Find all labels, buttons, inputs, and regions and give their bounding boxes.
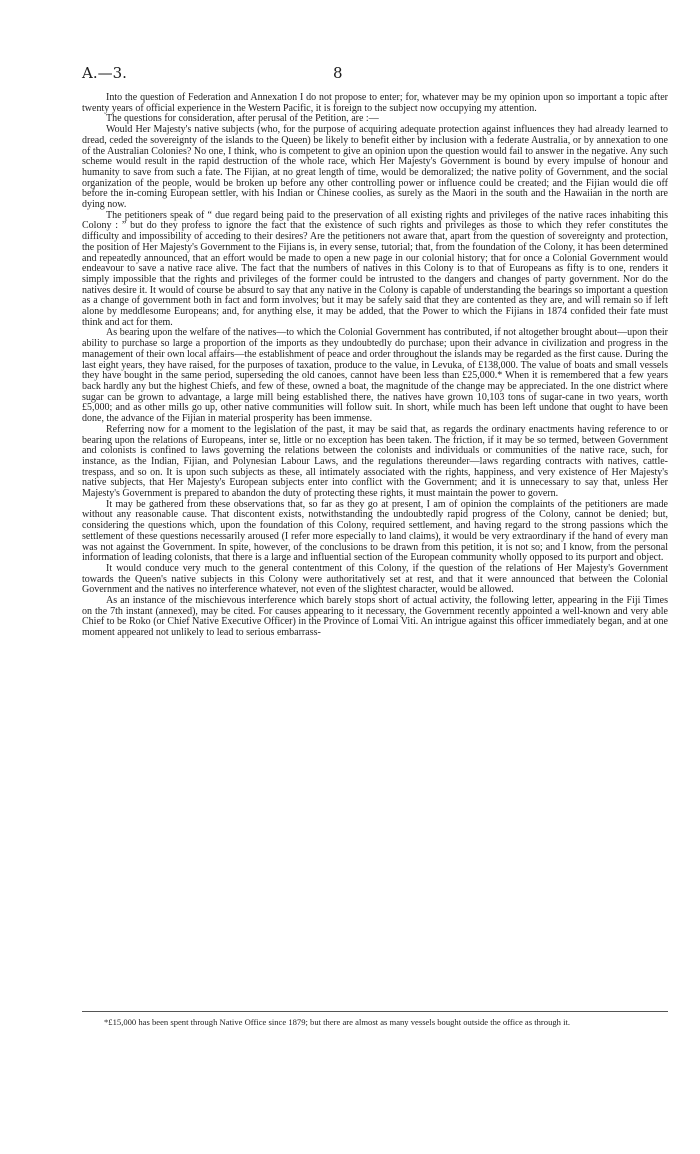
footnote-divider [82,1011,668,1012]
paragraph-legislation: Referring now for a moment to the legislation of the past, it may be said that, as regards the ordinary enactments having reference to or bearing upon the relations of Europeans, inter se, little or no exception has been taken. The friction, if it may be so termed, between Government and colonists is confined to laws governing the relations between the colonists and individuals or communities of the native race, such, for instance, as the Indian, Fijian, and Polynesian Labour Laws, and the regulations thereunder—laws regarding contracts with natives, cattle-trespass, and so on. It is upon such subjects as these, all intimately associated with the rights, happiness, and very existence of Her Majesty's native subjects, that Her Majesty's European subjects enter into conflict with the Government; and it is unnecessary to say that, unless Her Majesty's Government is prepared to abandon the duty of protecting these rights, it must maintain the power to govern. [82,423,668,500]
paragraph-contentment: It would conduce very much to the general contentment of this Colony, if the question of the relations of Her Majesty's Government towards the Queen's native subjects in this Colony were authoritatively set at rest, and that it were announced that between the Colonial Government and the natives no interference whatever, not even of the slightest character, would be allowed. [82,562,668,596]
paragraph-questions: The questions for consideration, after perusal of the Petition, are :— [106,113,379,125]
paragraph-federation: Into the question of Federation and Annexation I do not propose to enter; for, whatever may be my opinion upon so important a topic after twenty years of official experience in the Western Pacific, it is foreign to the subject now occupying my attention. [82,92,668,114]
footnote: *£15,000 has been spent through Native Office since 1879; but there are almost as many vessels bought outside the office as through it. [104,1017,571,1027]
paper-reference: A.—3. [82,64,127,82]
paragraph-welfare: As bearing upon the welfare of the natives—to which the Colonial Government has contributed, if not altogether brought about—upon their ability to purchase so large a proportion of the imports as they undoubtedly do purchase; upon their advance in civilization and progress in the management of their own local affairs—the establishment of peace and order throughout the islands may be regarded as the first cause. During the last eight years, they have raised, for the purposes of taxation, produce to the value, in Levuka, of £138,000. The value of boats and small vessels they have bought in the same period, superseding the old canoes, cannot have been less than £25,000.* When it is remembered that a few years back hardly any but the highest Chiefs, and few of these, owned a boat, the magnitude of the change may be appreciated. In the one district where sugar can be grown to advantage, a large mill being established there, the natives have grown 10,103 tons of sugar-cane in two years, worth £5,000; and as other mills go up, other native communities will follow suit. In short, while much has been left undone that ought to have been done, the advance of the Fijian in material prosperity has been immense. [82,327,669,425]
paragraph-complaints: It may be gathered from these observations that, so far as they go at present, I am of opinion the complaints of the petitioners are made without any reasonable cause. That discontent exists, notwithstanding the undoubtedly rapid progress of the Colony, cannot be denied; but, considering the questions which, upon the foundation of this Colony, required settlement, and having regard to the strong passions which the settlement of these questions necessarily aroused (I refer more especially to land claims), it would be very extraordinary if the hand of every man was not against the Government. In spite, however, of the conclusions to be drawn from this petition, it is not so; and I know, from the personal information of leading colonists, that there is a large and influential section of the European community wholly opposed to its purport and object. [82,498,668,564]
paragraph-petitioners: The petitioners speak of “ due regard being paid to the preservation of all existing rights and privileges of the native races inhabiting this Colony : ” but do they profess to ignore the fact that the existence of such rights and privileges as those to which they refer constitutes the difficulty and impossibility of acceding to their desires? Are the petitioners not aware that, apart from the question of sovereignty and protection, the position of Her Majesty's Government to the Fijians is, in every sense, tutorial; that, from the foundation of the Colony, it has been determined and repeatedly announced, that an effort would be made to open a new page in our colonial history; that for once a Colonial Government would endeavour to save a native race alive. The fact that the numbers of natives in this Colony is to that of Europeans as fifty is to one, renders it simply impossible that the rights and privileges of the former could be intrusted to the dangers and changes of party government. Nor do the natives desire it. It would of course be absurd to say that any native in the Colony is capable of understanding the bearings so important a question as a change of government both in fact and form involves; but it may be safely said that they are contented as they are, and will remain so if left alone by meddlesome Europeans; and, for anything else, it may be added, that the Power to which the Fijians in 1874 confided their fate must think and act for them. [82,209,668,328]
paragraph-native-subjects: Would Her Majesty's native subjects (who, for the purpose of acquiring adequate protection against influences they had already learned to dread, ceded the sovereignty of the islands to the Queen) be likely to benefit either by inclusion with a federate Australia, or by annexation to one of the Australian Colonies? No one, I think, who is competent to give an opinion upon the question would fail to answer in the negative. Any such scheme would result in the rapid destruction of the whole race, which Her Majesty's Government is bound by every impulse of honour and humanity to save from such a fate. The Fijian, at no great length of time, would be demoralized; the native polity of Government, and the social organization of the people, would be broken up before any other controlling power or influence could be created; and the Fijian would die off before the in-coming European settler, with his Indian or Chinese coolies, as surely as the Maori in the south and the Hawaiian in the north are dying now. [82,124,668,211]
page-number: 8 [333,64,343,82]
paragraph-interference: As an instance of the mischievous interference which barely stops short of actual activity, the following letter, appearing in the Fiji Times on the 7th instant (annexed), may be cited. For causes appearing to it necessary, the Government recently appointed a well-known and very able Chief to be Roko (or Chief Native Executive Officer) in the Province of Lomai Viti. An intrigue against this officer immediately began, and at one moment appeared not unlikely to lead to serious embarrass- [82,595,668,639]
body-text [82,93,668,639]
page-header [0,64,700,84]
